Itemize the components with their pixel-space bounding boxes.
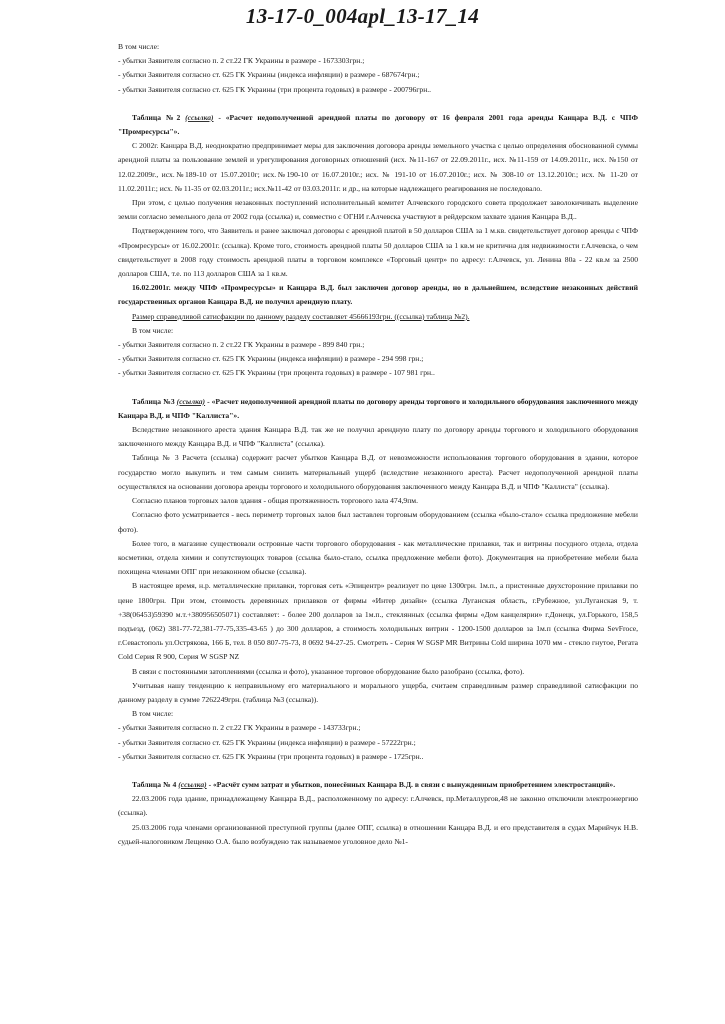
paragraph: 22.03.2006 года здание, принадлежащему Канцара В.Д., расположенному по адресу: г.Алчевск, пр.Металлургов,48 не законно отключили электроэнергию (ссылка). — [118, 794, 638, 818]
heading-text: - «Расчет недополученной арендной платы по договору от 16 февраля 2001 года аренды Канцара В.Д. с ЧПФ "Промресурсы"». — [118, 112, 638, 137]
heading-label: Таблица №2 — [132, 112, 181, 122]
list-item: - убытки Заявителя согласно ст. 625 ГК Украины (три процента годовых) в размере - 200796грн.. — [118, 84, 432, 94]
reference-link[interactable]: (ссылка) — [185, 112, 214, 122]
table4-heading — [118, 778, 638, 792]
paragraph: С 2002г. Канцара В.Д. неоднократно предпринимает меры для заключения договора аренды земельного участка с целью определения обоснованной суммы арендной платы за пользование землей и урегулирования договорных отношений (исх. №11-167 от 22.09.2011г., исх. №11-159 от 14.09.2011г., исх. №150 от 12.02.2009г., исх.№189-10 от 15.07.2010г; исх.№190-10 от 16.07.2010г.; исх. № 191-10 от 16.07.2010г.; исх. № 308-10 от 13.12.2010г.; исх. № 11-20 от 11.02.2011г.; исх. № 11-35 от 02.03.2011г.; исх.№11-42 от 03.03.2011г. и др., на которые надлежащего реагирования не последовало. — [118, 141, 638, 193]
list-intro: В том числе: — [132, 709, 174, 719]
paragraph: Учитывая нашу тенденцию к неправильному его материального и морального ущерба, считаем справедливым размер справедливой сатисфакции по данному разделу в сумме 7262249грн. (таблица №3 (ссылка)). — [118, 680, 638, 704]
document-body — [118, 40, 638, 849]
heading-text: - «Расчёт сумм затрат и убытков, понесённых Канцара В.Д. в связи с вынужденным приобретением электростанций». — [208, 779, 616, 789]
paragraph: Согласно фото усматривается - весь периметр торговых залов был заставлен торговым оборудованием (ссылка «было-стало» ссылка предложение мебели фото). — [118, 510, 638, 534]
paragraph: Таблица № 3 Расчета (ссылка) содержит расчет убытков Канцара В.Д. от невозможности использования торгового оборудования в здании, которое государство могло выкупить и тем самым снизить материальный ущерб (вследствие незаконного ареста). Расчет недополученной арендной платы осуществлялся на основании договора аренды торгового и холодильного оборудования заключенного между Канцара В.Д. и ЧПФ "Каллиста" (ссылка). — [118, 453, 638, 491]
list-item: - убытки Заявителя согласно п. 2 ст.22 ГК Украины в размере - 1673303грн.; — [118, 56, 365, 66]
paragraph: Вследствие незаконного ареста здания Канцара В.Д. так же не получил арендную плату по договору аренды торгового и холодильного оборудования заключенного между Канцара В.Д. и ЧПФ "Каллиста" (ссылка). — [118, 425, 638, 449]
paragraph: Согласно планов торговых залов здания - общая протяженность торгового зала 474,9пм. — [132, 496, 418, 506]
list-item: - убытки Заявителя согласно ст. 625 ГК Украины (индекса инфляции) в размере - 687674грн.; — [118, 70, 420, 80]
paragraph: В настоящее время, н.р. металлические прилавки, торговая сеть «Эпицентр» реализует по цене 1300грн. 1м.п., а пристенные двухсторонние прилавки по цене 1800грн. При этом, стоимость деревянных прилавков от фирмы «Интер дизайн» (ссылка Луганская область, г.Рубежное, ул.Луганская 9, т. +38(06453)59390 м.т.+380956505071) составляет: - более 200 долларов за 1м.п., стеклянных (ссылка фирмы «Дом канцелярии» г.Донецк, ул.Горького, 158,5 подъезд, (062) 381-77-72,381-77-75,335-43-65 ) до 300 долларов, а стоимость холодильных витрин - 1200-1500 долларов за 1м.п (ссылка Фирма SevFroce, г.Севастополь ул.Острякова, 166 Б, тел. 8 050 807-75-73, 8 0692 94-27-25. Смотреть - Серия W SGSP MR Витрины Cold ширина 1070 мм - стекло гнутое, Регата Cold Серия R 900, Серия W SGSP NZ — [118, 581, 638, 662]
table2-heading — [118, 111, 638, 139]
paragraph: В связи с постоянными затоплениями (ссылка и фото), указанное торговое оборудование было разобрано (ссылка, фото). — [132, 666, 525, 676]
list-item: - убытки Заявителя согласно ст. 625 ГК Украины (индекса инфляции) в размере - 57222грн.; — [118, 737, 416, 747]
paragraph: 25.03.2006 года членами организованной преступной группы (далее ОПГ, ссылка) в отношении Канцара В.Д. и его представителя в судах Марийчук Н.В. судьей-налоговиком Лещенко О.А. было возбуждено так называемое уголовное дело №1- — [118, 822, 638, 846]
table3-heading — [118, 395, 638, 423]
list-item: - убытки Заявителя согласно ст. 625 ГК Украины (индекса инфляции) в размере - 294 998 грн.; — [118, 354, 424, 364]
list-item: - убытки Заявителя согласно п. 2 ст.22 ГК Украины в размере - 899 840 грн.; — [118, 340, 365, 350]
paragraph: При этом, с целью получения незаконных поступлений исполнительный комитет Алчевского городского совета продолжает заволокичивать выделение земли согласно земельного дела от 2002 года (ссылка) и, совместно с ОГНИ г.Алчевска участвуют в рейдерском захвате здания Канцара В.Д.. — [118, 198, 638, 222]
document-title: 13-17-0_004apl_13-17_14 — [245, 4, 480, 28]
list-item: - убытки Заявителя согласно ст. 625 ГК Украины (три процента годовых) в размере - 1725грн.. — [118, 751, 424, 761]
list-item: - убытки Заявителя согласно ст. 625 ГК Украины (три процента годовых) в размере - 107 981 грн.. — [118, 368, 435, 378]
paragraph: Размер справедливой сатисфакции по данному разделу составляет 45666193грн. ((ссылка) таблица №2). — [132, 311, 470, 321]
heading-text: - «Расчет недополученной арендной платы по договору аренды торгового и холодильного оборудования заключенного между Канцара В.Д. и ЧПФ "Каллиста"». — [118, 396, 638, 420]
paragraph: 16.02.2001г. между ЧПФ «Промресурсы» и Канцара В.Д. был заключен договор аренды, но в дальнейшем, вследствие незаконных действий государственных органов Канцара В.Д. не получил арендную плату. — [118, 283, 638, 307]
heading-label: Таблица №3 — [132, 396, 175, 406]
list-item: - убытки Заявителя согласно п. 2 ст.22 ГК Украины в размере - 143733грн.; — [118, 723, 361, 733]
reference-link[interactable]: (ссылка) — [176, 396, 206, 406]
paragraph: Подтверждением того, что Заявитель и ранее заключал договоры с арендной платой в 50 долларов США за 1 м.кв. свидетельствует договор аренды с ЧПФ «Промресурсы» от 16.02.2001г. (ссылка). Кроме того, стоимость арендной платы 50 долларов США за 1 кв.м не критична для недвижимости г.Алчевска, о чем свидетельствует в 2008 году стоимость арендной платы в торговом комплексе «Торговый центр» по адресу: г.Алчевск, ул. Ленина 80а - 22 кв.м за 2500 долларов США, т.е. по 113 долларов США за 1 кв.м. — [118, 226, 638, 279]
list-intro: В том числе: — [118, 42, 160, 51]
heading-label: Таблица № 4 — [132, 779, 177, 789]
reference-link[interactable]: (ссылка) — [178, 779, 207, 789]
list-intro: В том числе: — [132, 325, 174, 335]
paragraph: Более того, в магазине существовали островные части торгового оборудования - как металлические прилавки, так и витрины посудного отдела, отдела косметики, отдела химии и сопутствующих товаров (ссылка было-стало, ссылка предложение мебели фото). Документация на приобретение мебели была похищена членами ОПГ при незаконном обыске (ссылка). — [118, 538, 638, 577]
